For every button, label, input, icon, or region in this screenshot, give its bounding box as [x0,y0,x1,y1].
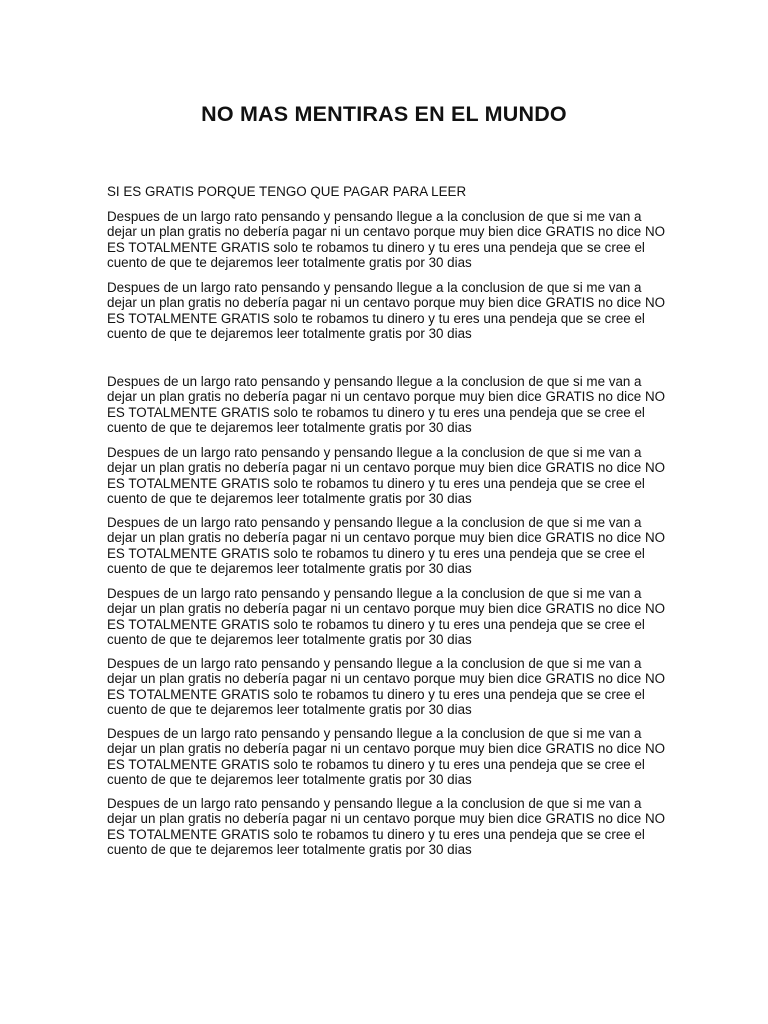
paragraph-line: ES TOTALMENTE GRATIS solo te robamos tu dinero y tu eres una pendeja que se cree el [107,616,645,632]
paragraph-line: cuento de que te dejaremos leer totalmente gratis por 30 dias [107,772,472,788]
body-paragraph [107,280,667,342]
paragraph-line: dejar un plan gratis no debería pagar ni un centavo porque muy bien dice GRATIS no dice NO [107,389,666,405]
paragraph-line: dejar un plan gratis no debería pagar ni un centavo porque muy bien dice GRATIS no dice NO [107,601,666,617]
paragraph-line: cuento de que te dejaremos leer totalmente gratis por 30 dias [107,420,472,436]
paragraph-line: dejar un plan gratis no debería pagar ni un centavo porque muy bien dice GRATIS no dice NO [107,224,666,240]
paragraph-line: ES TOTALMENTE GRATIS solo te robamos tu dinero y tu eres una pendeja que se cree el [107,826,645,842]
paragraph-line: cuento de que te dejaremos leer totalmente gratis por 30 dias [107,491,472,507]
paragraph-line: cuento de que te dejaremos leer totalmente gratis por 30 dias [107,561,472,577]
paragraph-line: Despues de un largo rato pensando y pensando llegue a la conclusion de que si me van a [107,515,642,530]
paragraph-line: cuento de que te dejaremos leer totalmente gratis por 30 dias [107,255,472,271]
paragraph-line: dejar un plan gratis no debería pagar ni un centavo porque muy bien dice GRATIS no dice NO [107,460,666,476]
paragraph-line: dejar un plan gratis no debería pagar ni un centavo porque muy bien dice GRATIS no dice NO [107,671,666,687]
body-paragraph [107,656,667,718]
paragraph-line: Despues de un largo rato pensando y pensando llegue a la conclusion de que si me van a [107,726,642,741]
document-subtitle: SI ES GRATIS PORQUE TENGO QUE PAGAR PARA LEER [107,184,467,199]
paragraph-line: Despues de un largo rato pensando y pensando llegue a la conclusion de que si me van a [107,445,642,460]
paragraph-line: ES TOTALMENTE GRATIS solo te robamos tu dinero y tu eres una pendeja que se cree el [107,545,645,561]
paragraph-line: ES TOTALMENTE GRATIS solo te robamos tu dinero y tu eres una pendeja que se cree el [107,404,645,420]
paragraph-line: Despues de un largo rato pensando y pensando llegue a la conclusion de que si me van a [107,280,642,295]
body-paragraph [107,796,667,858]
paragraph-line: ES TOTALMENTE GRATIS solo te robamos tu dinero y tu eres una pendeja que se cree el [107,310,645,326]
body-paragraph [107,515,667,577]
body-paragraph [107,586,667,648]
paragraph-line: cuento de que te dejaremos leer totalmente gratis por 30 dias [107,842,472,858]
paragraph-line: dejar un plan gratis no debería pagar ni un centavo porque muy bien dice GRATIS no dice NO [107,811,666,827]
paragraph-line: ES TOTALMENTE GRATIS solo te robamos tu dinero y tu eres una pendeja que se cree el [107,756,645,772]
document-title: NO MAS MENTIRAS EN EL MUNDO [201,102,567,126]
paragraph-line: cuento de que te dejaremos leer totalmente gratis por 30 dias [107,702,472,718]
body-paragraph [107,726,667,788]
paragraph-line: ES TOTALMENTE GRATIS solo te robamos tu dinero y tu eres una pendeja que se cree el [107,686,645,702]
body-paragraph [107,445,667,507]
paragraph-line: ES TOTALMENTE GRATIS solo te robamos tu dinero y tu eres una pendeja que se cree el [107,475,645,491]
paragraph-line: Despues de un largo rato pensando y pensando llegue a la conclusion de que si me van a [107,656,642,671]
paragraph-line: ES TOTALMENTE GRATIS solo te robamos tu dinero y tu eres una pendeja que se cree el [107,239,645,255]
paragraph-line: cuento de que te dejaremos leer totalmente gratis por 30 dias [107,326,472,342]
paragraph-line: dejar un plan gratis no debería pagar ni un centavo porque muy bien dice GRATIS no dice NO [107,741,666,757]
paragraph-line: Despues de un largo rato pensando y pensando llegue a la conclusion de que si me van a [107,374,642,389]
paragraph-line: Despues de un largo rato pensando y pensando llegue a la conclusion de que si me van a [107,796,642,811]
body-paragraph [107,374,667,436]
paragraph-line: dejar un plan gratis no debería pagar ni un centavo porque muy bien dice GRATIS no dice NO [107,295,666,311]
paragraph-line: Despues de un largo rato pensando y pensando llegue a la conclusion de que si me van a [107,586,642,601]
paragraph-line: Despues de un largo rato pensando y pensando llegue a la conclusion de que si me van a [107,209,642,224]
paragraph-line: cuento de que te dejaremos leer totalmente gratis por 30 dias [107,632,472,648]
paragraph-line: dejar un plan gratis no debería pagar ni un centavo porque muy bien dice GRATIS no dice NO [107,530,666,546]
body-paragraph [107,209,667,271]
